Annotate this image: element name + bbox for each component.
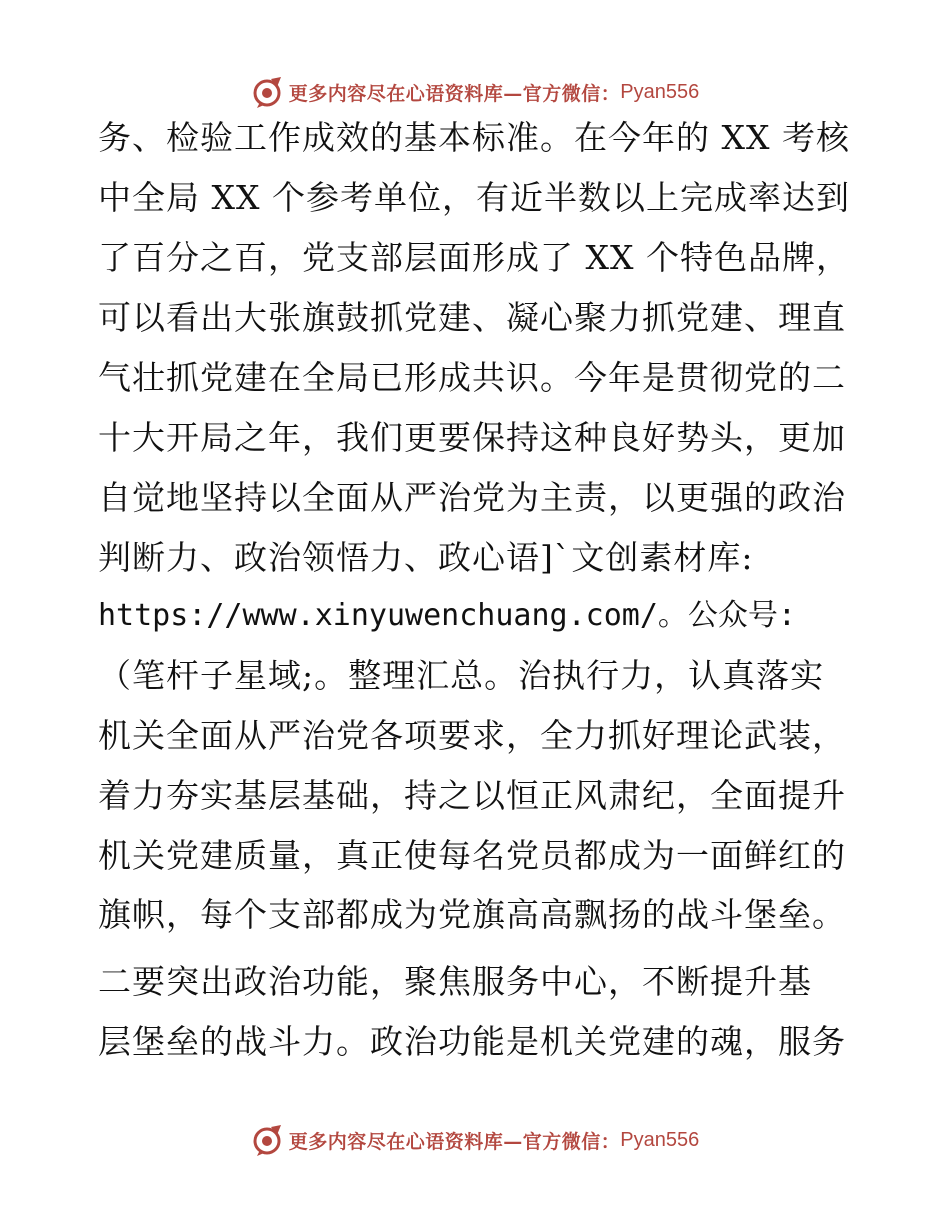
text-line: 判断力、政治领悟力、政心语]`文创素材库: bbox=[98, 538, 754, 577]
text-line: 可以看出大张旗鼓抓党建、凝心聚力抓党建、理直 bbox=[98, 298, 846, 337]
text-line: 十大开局之年，我们更要保持这种良好势头，更加 bbox=[98, 418, 846, 457]
banner-text: 更多内容尽在心语资料库—官方微信： bbox=[288, 1130, 621, 1153]
text-line: 机关全面从严治党各项要求，全力抓好理论武装， bbox=[98, 716, 846, 755]
text-line: （笔杆子星域;。整理汇总。治执行力，认真落实 bbox=[98, 656, 825, 695]
text-line: 中全局 XX 个参考单位，有近半数以上完成率达到 bbox=[98, 178, 850, 217]
header-banner bbox=[0, 72, 950, 112]
banner-wechat-id: Pyan556 bbox=[620, 80, 700, 103]
footer-banner bbox=[0, 1120, 950, 1160]
paragraph-start-line: 二要突出政治功能，聚焦服务中心，不断提升基 bbox=[98, 962, 812, 1001]
text-line: 气壮抓党建在全局已形成共识。今年是贯彻党的二 bbox=[98, 358, 846, 397]
banner-text: 更多内容尽在心语资料库—官方微信： bbox=[288, 82, 621, 105]
pen-logo-icon bbox=[251, 75, 285, 109]
pen-logo-icon bbox=[251, 1123, 285, 1157]
text-line: 务、检验工作成效的基本标准。在今年的 XX 考核 bbox=[98, 118, 850, 157]
text-line: 了百分之百，党支部层面形成了 XX 个特色品牌， bbox=[98, 238, 850, 277]
banner-wechat-id: Pyan556 bbox=[620, 1128, 700, 1151]
text-line: 层堡垒的战斗力。政治功能是机关党建的魂，服务 bbox=[98, 1022, 846, 1061]
text-line: 自觉地坚持以全面从严治党为主责，以更强的政治 bbox=[98, 478, 846, 517]
text-line-url: https://www.xinyuwenchuang.com/。公众号: bbox=[98, 598, 796, 633]
text-line: 旗帜，每个支部都成为党旗高高飘扬的战斗堡垒。 bbox=[98, 895, 846, 934]
text-line: 着力夯实基层基础，持之以恒正风肃纪，全面提升 bbox=[98, 776, 846, 815]
text-line: 机关党建质量，真正使每名党员都成为一面鲜红的 bbox=[98, 836, 846, 875]
